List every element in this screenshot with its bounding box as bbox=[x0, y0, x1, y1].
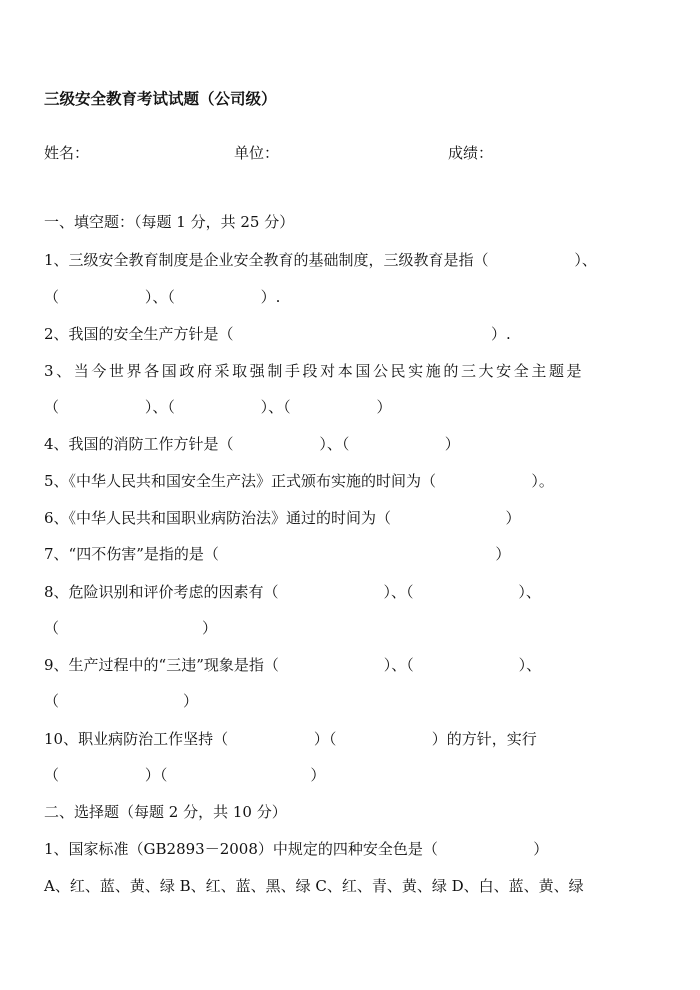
question-1-line-2: （ ）、（ ）. bbox=[44, 288, 281, 306]
question-4: 4、我国的消防工作方针是（ ）、（ ） bbox=[44, 435, 460, 453]
section1-heading: 一、填空题：（每题 1 分，共 25 分） bbox=[44, 213, 295, 231]
question-8-line-2: （ ） bbox=[44, 619, 218, 637]
question-3-line-1: 3、当今世界各国政府采取强制手段对本国公民实施的三大安全主题是 bbox=[44, 362, 585, 380]
score-label: 成绩： bbox=[448, 144, 494, 162]
question-9-line-1: 9、生产过程中的“三违”现象是指（ ）、（ ）、 bbox=[44, 656, 542, 674]
question-2: 2、我国的安全生产方针是（ ）. bbox=[44, 325, 511, 343]
question-9-line-2: （ ） bbox=[44, 692, 198, 710]
question-8-line-1: 8、危险识别和评价考虑的因素有（ ）、（ ）、 bbox=[44, 583, 541, 601]
choice-question-1: 1、国家标准（GB2893－2008）中规定的四种安全色是（ ） bbox=[44, 840, 549, 858]
question-10-line-1: 10、职业病防治工作坚持（ ）（ ）的方针，实行 bbox=[44, 730, 537, 748]
question-1-line-1: 1、三级安全教育制度是企业安全教育的基础制度，三级教育是指（ ）、 bbox=[44, 251, 597, 269]
name-label: 姓名： bbox=[44, 144, 90, 162]
question-7: 7、“四不伤害”是指的是（ ） bbox=[44, 545, 511, 563]
question-5: 5、《中华人民共和国安全生产法》正式颁布实施的时间为（ ）。 bbox=[44, 472, 554, 490]
question-3-line-2: （ ）、（ ）、（ ） bbox=[44, 398, 392, 416]
question-10-line-2: （ ）（ ） bbox=[44, 766, 326, 784]
section2-heading: 二、选择题（每题 2 分，共 10 分） bbox=[44, 803, 287, 821]
choice-question-1-options: A、红、蓝、黄、绿 B、红、蓝、黑、绿 C、红、青、黄、绿 D、白、蓝、黄、绿 bbox=[44, 877, 584, 895]
exam-title: 三级安全教育考试试题（公司级） bbox=[44, 89, 277, 108]
unit-label: 单位： bbox=[234, 144, 280, 162]
question-6: 6、《中华人民共和国职业病防治法》通过的时间为（ ） bbox=[44, 509, 521, 527]
